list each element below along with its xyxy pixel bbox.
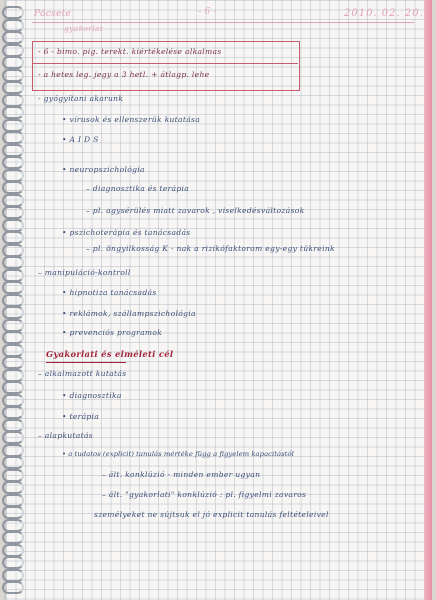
spiral-ring xyxy=(2,244,24,257)
spiral-ring xyxy=(2,394,24,407)
page-number: - 6 - xyxy=(198,7,218,17)
spiral-ring xyxy=(2,119,24,132)
spiral-ring xyxy=(2,206,24,219)
spiral-ring xyxy=(2,469,24,482)
spiral-ring xyxy=(2,494,24,507)
spiral-ring xyxy=(2,406,24,419)
note-line: • terápia xyxy=(62,412,100,421)
spiral-ring xyxy=(2,506,24,519)
note-line: • reklámok, szállampszichológia xyxy=(62,309,196,318)
spiral-ring xyxy=(2,219,24,232)
spiral-ring xyxy=(2,44,24,57)
spiral-ring xyxy=(2,56,24,69)
spiral-binding xyxy=(2,6,24,596)
boxed-notes-divider xyxy=(32,63,298,64)
note-line: – alkalmazott kutatás xyxy=(38,369,127,378)
note-line: – alapkutatás xyxy=(38,431,94,440)
spiral-ring xyxy=(2,319,24,332)
spiral-ring xyxy=(2,156,24,169)
spiral-ring xyxy=(2,269,24,282)
spiral-ring xyxy=(2,131,24,144)
spiral-ring xyxy=(2,581,24,594)
spiral-ring xyxy=(2,444,24,457)
subheading: gyakorlat xyxy=(64,24,104,33)
spiral-ring xyxy=(2,344,24,357)
spiral-ring xyxy=(2,431,24,444)
note-line: – ált. "gyakorlati" konklúzió : pl. figyelmi zavaros xyxy=(102,490,307,499)
spiral-ring xyxy=(2,94,24,107)
spiral-ring xyxy=(2,544,24,557)
spiral-ring xyxy=(2,519,24,532)
spiral-ring xyxy=(2,19,24,32)
note-line: – diagnosztika és terápia xyxy=(86,184,190,193)
spiral-ring xyxy=(2,231,24,244)
boxed-note-2: - a hetes leg. jegy a 3 hetl. + átlagp. lehe xyxy=(38,70,210,79)
note-line: – pl. agysérülés miatt zavarok , viselkedésváltozások xyxy=(86,206,305,215)
spiral-ring xyxy=(2,144,24,157)
note-line: személyeket ne sújtsuk el jó explicit tanulás feltételeivel xyxy=(94,510,329,519)
spiral-ring xyxy=(2,294,24,307)
spiral-ring xyxy=(2,194,24,207)
section-title-underline xyxy=(46,362,126,363)
spiral-ring xyxy=(2,31,24,44)
note-line: • a tudatos (explicit) tanulás mértéke függ a figyelem kapacitástól xyxy=(62,450,294,458)
notebook-page xyxy=(6,0,426,600)
spiral-ring xyxy=(2,281,24,294)
spiral-ring xyxy=(2,81,24,94)
note-line: • A I D S xyxy=(62,135,99,144)
spiral-ring xyxy=(2,181,24,194)
spiral-ring xyxy=(2,556,24,569)
page-edge xyxy=(424,0,432,600)
spiral-ring xyxy=(2,481,24,494)
spiral-ring xyxy=(2,6,24,19)
note-line: - gyógyítani akarunk xyxy=(38,94,124,103)
spiral-ring xyxy=(2,531,24,544)
spiral-ring xyxy=(2,331,24,344)
header-rule xyxy=(32,22,414,23)
header-left-word: Pöcsete xyxy=(34,9,72,19)
spiral-ring xyxy=(2,569,24,582)
spiral-ring xyxy=(2,106,24,119)
note-line: • diagnosztika xyxy=(62,391,122,400)
note-line: • prevenciós programok xyxy=(62,328,163,337)
note-line: • pszichoterápia és tanácsadás xyxy=(62,228,191,237)
boxed-note-1: - 6 - bimo. pig. terekt. kiértékelése alkalmas xyxy=(38,47,222,56)
spiral-ring xyxy=(2,306,24,319)
note-line: • hipnotiza tanácsadás xyxy=(62,288,157,297)
spiral-ring xyxy=(2,169,24,182)
spiral-ring xyxy=(2,256,24,269)
spiral-ring xyxy=(2,69,24,82)
section-title: Gyakorlati és elméleti cél xyxy=(46,349,174,359)
note-line: – manipuláció-kontroll xyxy=(38,268,131,277)
page-date: 2010. 02. 20. xyxy=(344,8,424,19)
note-line: – pl. öngyilkosság K - nak a rizikófaktorom egy-egy tükreink xyxy=(86,244,335,253)
spiral-ring xyxy=(2,369,24,382)
note-line: • neuropszichológia xyxy=(62,165,145,174)
note-line: – ált. konklúzió - minden ember ugyan xyxy=(102,470,261,479)
spiral-ring xyxy=(2,419,24,432)
spiral-ring xyxy=(2,381,24,394)
spiral-ring xyxy=(2,356,24,369)
note-line: • vírusok és ellenszerük kutatása xyxy=(62,115,201,124)
spiral-ring xyxy=(2,456,24,469)
